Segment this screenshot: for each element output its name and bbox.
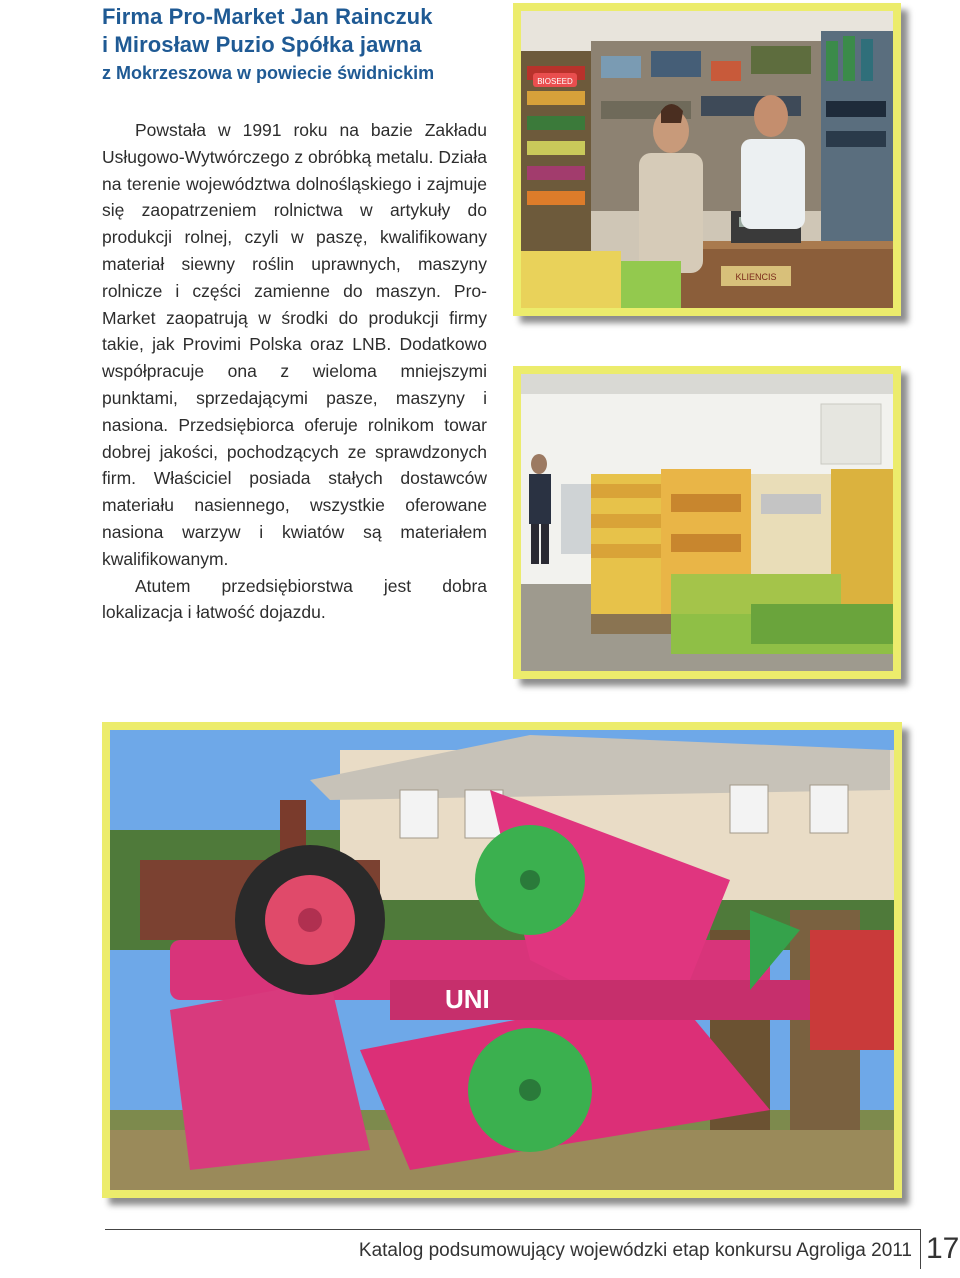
article-title-block bbox=[102, 3, 502, 87]
photo-shop-interior bbox=[513, 3, 901, 316]
warehouse-image bbox=[521, 374, 893, 671]
article-title-line-1: Firma Pro-Market Jan Rainczuk bbox=[102, 4, 433, 29]
shop-interior-image bbox=[521, 11, 893, 308]
shop-sign-kliencis-text: KLIENCIS bbox=[735, 272, 777, 282]
article-title-line-2: i Mirosław Puzio Spółka jawna bbox=[102, 32, 422, 57]
article-body bbox=[102, 117, 487, 626]
shop-sign-bioseed-text: BIOSEED bbox=[537, 77, 573, 86]
plough-brand-text: UNI bbox=[445, 984, 490, 1014]
photo-warehouse bbox=[513, 366, 901, 679]
footer-rule bbox=[105, 1229, 920, 1230]
page-number: 17 bbox=[926, 1232, 960, 1265]
article-paragraph-1: Powstała w 1991 roku na bazie Zakładu Usługowo-Wytwórczego z obróbką metalu. Działa na terenie województwa dolnośląskiego i zajmuje się zaopatrzeniem rolnictwa w artykuły do produkcji rolnej, czyli w paszę, kwalifikowany materiał siewny roślin uprawnych, maszyny rolnicze i części zamienne do maszyn. Pro-Market zaopatrują w środki do produkcji firmy takie, jak Provimi Polska oraz LNB. Dodatkowo współpracuje ona z wieloma mniejszymi punktami, sprzedającymi pasze, maszyny i nasiona. Przedsiębiorca oferuje rolnikom towar dobrej jakości, pochodzących ze sprawdzonych firm. Właściciel posiada stałych dostawców materiału nasiennego, wszystkie oferowane nasiona warzyw i kwiatów są materiałem kwalifikowanym. bbox=[102, 120, 487, 569]
footer-vertical-rule bbox=[920, 1229, 921, 1269]
article-paragraph-2: Atutem przedsiębiorstwa jest dobra lokalizacja i łatwość dojazdu. bbox=[102, 575, 487, 623]
plough-image bbox=[110, 730, 894, 1190]
footer-catalog-text: Katalog podsumowujący wojewódzki etap konkursu Agroliga 2011 bbox=[358, 1240, 912, 1261]
article-subtitle: z Mokrzeszowa w powiecie świdnickim bbox=[102, 63, 435, 83]
photo-plough bbox=[102, 722, 902, 1198]
